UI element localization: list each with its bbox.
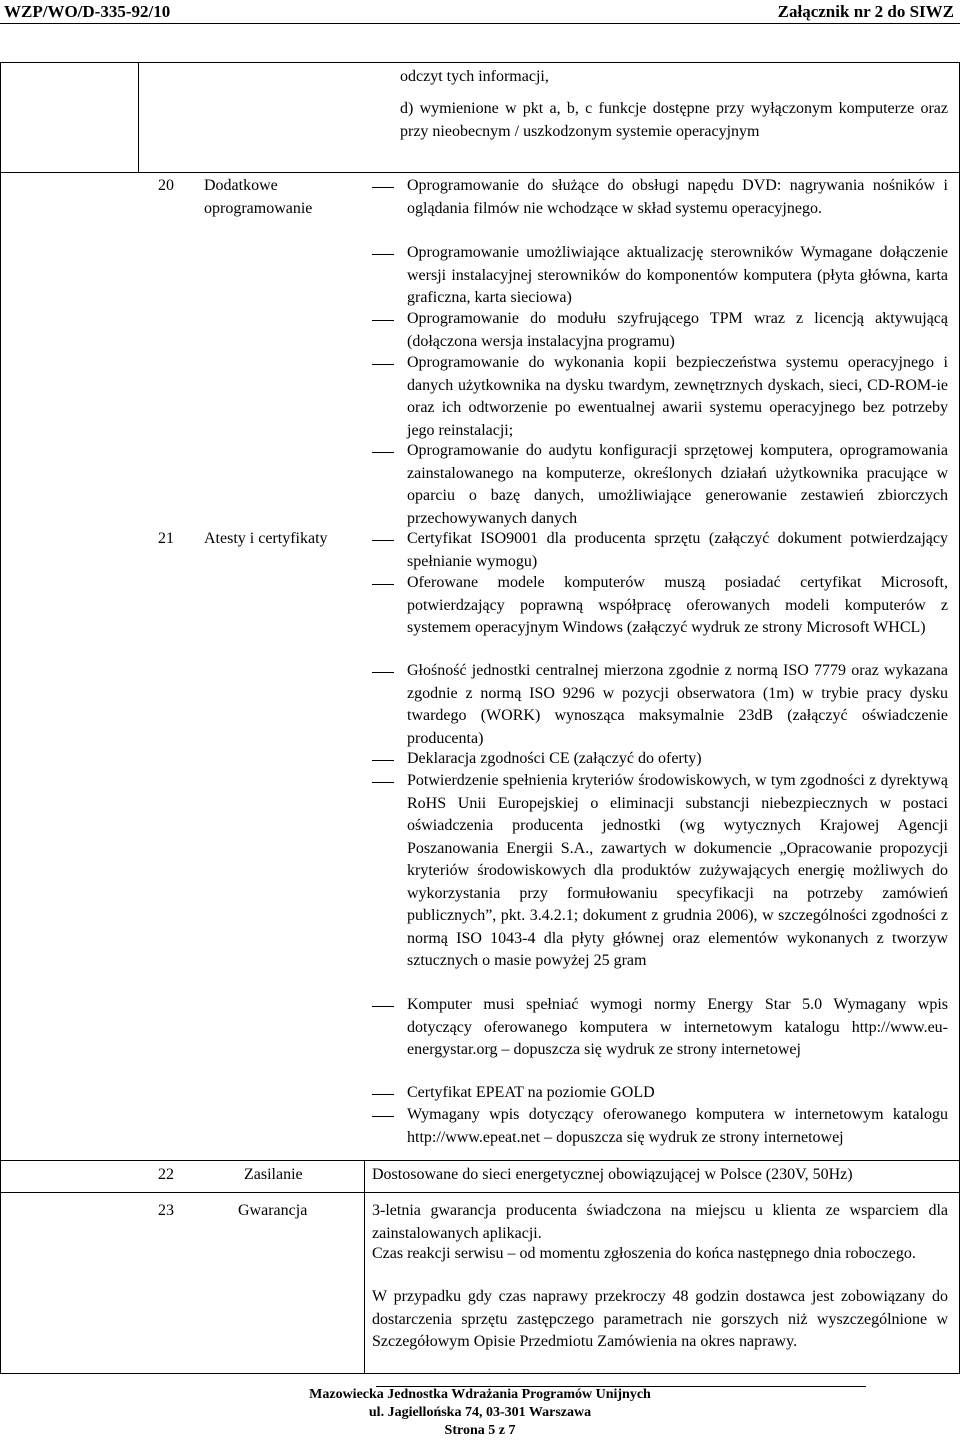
footer-address: ul. Jagiellońska 74, 03-301 Warszawa bbox=[368, 1405, 592, 1420]
footer-organization: Mazowiecka Jednostka Wdrażania Programów Unijnych bbox=[309, 1387, 651, 1402]
table-border-bottom bbox=[0, 1373, 960, 1374]
dash-icon bbox=[372, 254, 394, 255]
row-20-item: Oprogramowanie do modułu szyfrującego TPM wraz z licencją aktywującą (dołączona wersja instalacyjna programu) bbox=[407, 310, 948, 350]
prev-row-line: odczyt tych informacji, bbox=[400, 68, 549, 85]
row-23-paragraph: Czas reakcji serwisu – od momentu zgłoszenia do końca następnego dnia roboczego. bbox=[372, 1245, 916, 1262]
row-20-name: Dodatkowe oprogramowanie bbox=[204, 177, 313, 217]
row-23-paragraph: W przypadku gdy czas naprawy przekroczy 48 godzin dostawca jest zobowiązany do dostarczenia sprzętu zastępczego parametrach nie gorszych niż wyszczególnione w Szczegółowym Opisie Przedmiotu Zamówienia na okres naprawy. bbox=[372, 1288, 948, 1350]
dash-icon bbox=[372, 584, 394, 585]
row-21-item: Certyfikat ISO9001 dla producenta sprzętu (załączyć dokument potwierdzający spełnianie wymogu) bbox=[407, 530, 948, 570]
row-rule-20 bbox=[0, 172, 960, 173]
row-21-item: Potwierdzenie spełnienia kryteriów środowiskowych, w tym zgodności z dyrektywą RoHS Unii Europejskiej o eliminacji substancji niebezpiecznych w postaci oświadczenia producenta jednostki (wg wytycznych Krajowej Agencji Poszanowania Energii S.A., zawartych w dokumencie „Opracowanie propozycji kryteriów środowiskowych dla produktów zużywających energię możliwych do wykorzystania przy formułowaniu specyfikacji na potrzeby zamówień publicznych”, pkt. 3.4.2.1; dokument z grudnia 2006), w szczególności zgodności z normą ISO 1043-4 dla płyty głównej oraz elementów wykonanych z tworzyw sztucznych o masie powyżej 25 gram bbox=[407, 772, 948, 969]
row-21-item: Komputer musi spełniać wymogi normy Energy Star 5.0 Wymagany wpis dotyczący oferowanego komputera w internetowym katalogu http://www.eu-energystar.org – dopuszcza się wydruk ze strony internetowej bbox=[407, 996, 948, 1058]
row-22-number: 22 bbox=[158, 1166, 174, 1183]
col-rule-prev bbox=[138, 62, 139, 172]
dash-icon bbox=[372, 760, 394, 761]
row-21-item: Oferowane modele komputerów muszą posiadać certyfikat Microsoft, potwierdzający poprawną współpracę oferowanych modeli komputerów z systemem operacyjnym Windows (załączyć wydruk ze strony Microsoft WHCL) bbox=[407, 574, 948, 636]
dash-icon bbox=[372, 1006, 394, 1007]
row-21-item: Głośność jednostki centralnej mierzona zgodnie z normą ISO 7779 oraz wykazana zgodnie z normą ISO 9296 w pozycji obserwatora (1m) w trybie pracy dysku twardego (WORK) wynosząca maksymalnie 23dB (załączyć oświadczenie producenta) bbox=[407, 662, 948, 747]
row-rule-22 bbox=[0, 1160, 960, 1161]
row-20-item: Oprogramowanie do wykonania kopii bezpieczeństwa systemu operacyjnego i danych użytkownika na dysku twardym, zewnętrznych dyskach, sieci, CD-ROM-ie oraz ich odtworzenie po ewentualnej awarii systemu operacyjnego bez potrzeby jego reinstalacji; bbox=[407, 354, 948, 439]
attachment-label: Załącznik nr 2 do SIWZ bbox=[777, 2, 954, 21]
col-rule-22 bbox=[364, 1160, 365, 1192]
row-23-number: 23 bbox=[158, 1202, 174, 1219]
row-22-text: Dostosowane do sieci energetycznej obowiązującej w Polsce (230V, 50Hz) bbox=[372, 1166, 853, 1183]
row-20-item: Oprogramowanie do służące do obsługi napędu DVD: nagrywania nośników i oglądania filmów nie wchodzące w skład systemu operacyjnego. bbox=[407, 177, 948, 217]
dash-icon bbox=[372, 672, 394, 673]
dash-icon bbox=[372, 1094, 394, 1095]
row-20-item: Oprogramowanie umożliwiające aktualizację sterowników Wymagane dołączenie wersji instalacyjnej sterowników do komponentów komputera (płyta główna, karta graficzna, karta sieciowa) bbox=[407, 244, 948, 306]
row-22-name: Zasilanie bbox=[244, 1166, 303, 1183]
header-rule bbox=[0, 23, 960, 24]
dash-icon bbox=[372, 1116, 394, 1117]
document-reference: WZP/WO/D-335-92/10 bbox=[4, 2, 171, 21]
col-rule-23 bbox=[364, 1192, 365, 1373]
page-footer bbox=[0, 1386, 960, 1440]
row-21-item: Wymagany wpis dotyczący oferowanego komputera w internetowym katalogu http://www.epeat.net – dopuszcza się wydruk ze strony internetowej bbox=[407, 1106, 948, 1146]
dash-icon bbox=[372, 320, 394, 321]
dash-icon bbox=[372, 187, 394, 188]
table-border-top bbox=[0, 62, 960, 63]
dash-icon bbox=[372, 782, 394, 783]
row-21-item: Certyfikat EPEAT na poziomie GOLD bbox=[407, 1084, 655, 1101]
dash-icon bbox=[372, 452, 394, 453]
table-border-left bbox=[0, 62, 1, 1374]
prev-row-item-d: d) wymienione w pkt a, b, c funkcje dostępne przy wyłączonym komputerze oraz przy nieobecnym / uszkodzonym systemie operacyjnym bbox=[400, 100, 948, 140]
row-20-item: Oprogramowanie do audytu konfiguracji sprzętowej komputera, oprogramowania zainstalowanego na komputerze, określonych działań użytkownika pracujące w oparciu o bazę danych, umożliwiające generowanie zestawień zbiorczych przechowywanych danych bbox=[407, 442, 948, 527]
row-rule-23 bbox=[0, 1192, 960, 1193]
row-23-name: Gwarancja bbox=[238, 1202, 308, 1219]
page-header bbox=[0, 0, 960, 24]
dash-icon bbox=[372, 364, 394, 365]
row-21-name: Atesty i certyfikaty bbox=[204, 530, 328, 547]
row-21-item: Deklaracja zgodności CE (załączyć do oferty) bbox=[407, 750, 702, 767]
dash-icon bbox=[372, 540, 394, 541]
row-21-number: 21 bbox=[158, 530, 174, 547]
row-23-paragraph: 3-letnia gwarancja producenta świadczona na miejscu u klienta ze wsparciem dla zainstalowanych aplikacji. bbox=[372, 1202, 948, 1242]
row-20-number: 20 bbox=[158, 177, 174, 194]
page-number: Strona 5 z 7 bbox=[444, 1423, 516, 1438]
